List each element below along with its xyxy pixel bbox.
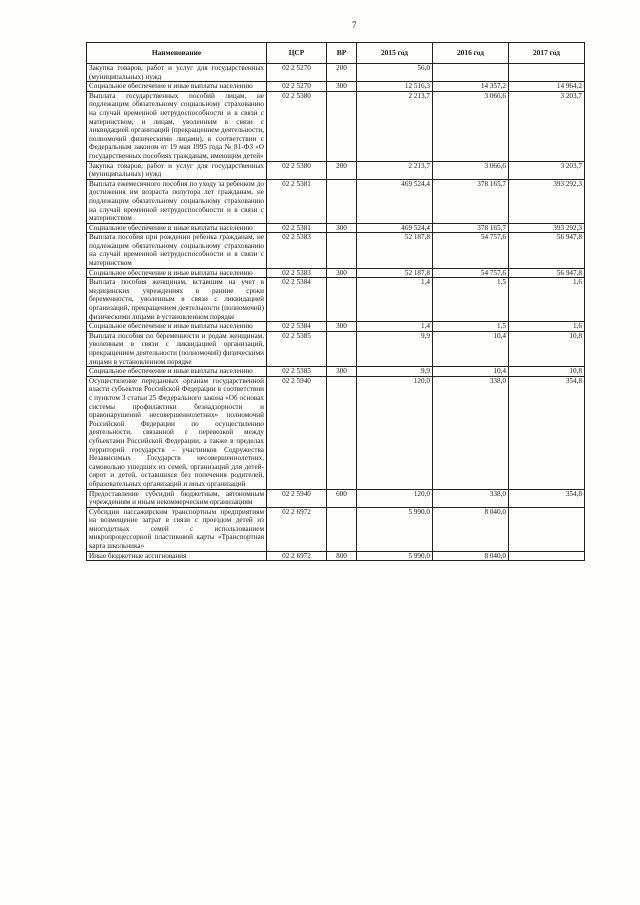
cell-vr <box>327 331 357 366</box>
cell-csr: 02 2 5270 <box>267 64 327 82</box>
cell-2016: 1,5 <box>433 278 509 322</box>
cell-2015: 1,4 <box>357 322 433 332</box>
budget-table <box>86 42 585 561</box>
cell-vr: 800 <box>327 551 357 561</box>
table-row <box>87 367 585 377</box>
cell-2017: 10,8 <box>509 367 585 377</box>
cell-2016: 8 040,0 <box>433 551 509 561</box>
table-row <box>87 91 585 161</box>
cell-2017: 1,6 <box>509 278 585 322</box>
cell-vr: 300 <box>327 223 357 233</box>
cell-2015: 120,0 <box>357 489 433 507</box>
table-row <box>87 489 585 507</box>
cell-vr: 200 <box>327 161 357 179</box>
page-number: 7 <box>352 20 357 30</box>
cell-2016: 1,5 <box>433 322 509 332</box>
cell-name: Закупка товаров, работ и услуг для государственных (муниципальных) нужд <box>87 64 267 82</box>
cell-2015: 469 524,4 <box>357 223 433 233</box>
cell-csr: 02 2 5384 <box>267 278 327 322</box>
cell-2015: 56,0 <box>357 64 433 82</box>
cell-vr: 300 <box>327 367 357 377</box>
cell-2016: 10,4 <box>433 367 509 377</box>
cell-vr: 200 <box>327 64 357 82</box>
cell-2016: 3 066,6 <box>433 91 509 161</box>
cell-2017 <box>509 551 585 561</box>
cell-name: Иные бюджетные ассигнования <box>87 551 267 561</box>
cell-2016: 378 165,7 <box>433 179 509 223</box>
cell-csr: 02 2 5270 <box>267 82 327 92</box>
cell-2017: 56 947,8 <box>509 268 585 278</box>
table-row <box>87 64 585 82</box>
cell-2016: 54 757,6 <box>433 268 509 278</box>
cell-2017: 354,8 <box>509 489 585 507</box>
cell-name: Выплата пособия по беременности и родам женщинам, уволенным в связи с ликвидацией организаций, прекращением деятельности (полномочий) физическими лицами в установленном порядке <box>87 331 267 366</box>
cell-vr <box>327 233 357 268</box>
cell-vr <box>327 376 357 489</box>
cell-2017 <box>509 507 585 551</box>
cell-2016: 10,4 <box>433 331 509 366</box>
cell-name: Социальное обеспечение и иные выплаты населению <box>87 268 267 278</box>
cell-2015: 2 213,7 <box>357 91 433 161</box>
cell-name: Выплата пособия при рождении ребенка гражданам, не подлежащим обязательному социальному страхованию на случай временной нетрудоспособности и в связи с материнством <box>87 233 267 268</box>
cell-2017: 354,8 <box>509 376 585 489</box>
cell-csr: 02 2 5385 <box>267 367 327 377</box>
table-row <box>87 331 585 366</box>
cell-2015: 9,9 <box>357 331 433 366</box>
cell-csr: 02 2 5385 <box>267 331 327 366</box>
header-2015: 2015 год <box>357 43 433 64</box>
cell-2015: 52 187,8 <box>357 233 433 268</box>
cell-vr <box>327 278 357 322</box>
cell-csr: 02 2 5380 <box>267 91 327 161</box>
table-row <box>87 551 585 561</box>
cell-2016: 378 165,7 <box>433 223 509 233</box>
cell-name: Выплата ежемесячного пособия по уходу за ребенком до достижения им возраста полутора лет гражданам, не подлежащим обязательному социальному страхованию на случай временной нетрудоспособности и в связи с материнством <box>87 179 267 223</box>
cell-2016: 3 066,6 <box>433 161 509 179</box>
cell-2017: 10,8 <box>509 331 585 366</box>
cell-2017: 3 203,7 <box>509 91 585 161</box>
cell-2015: 2 213,7 <box>357 161 433 179</box>
cell-2015: 5 990,0 <box>357 507 433 551</box>
cell-2015: 120,0 <box>357 376 433 489</box>
table-row <box>87 278 585 322</box>
table-row <box>87 161 585 179</box>
cell-name: Выплата пособия женщинам, вставшим на учет в медицинских учреждениях в ранние сроки беременности, уволенным в связи с ликвидацией организаций, прекращением деятельности (полномочий) физическими лицами в установленном порядке <box>87 278 267 322</box>
cell-name: Социальное обеспечение и иные выплаты населению <box>87 322 267 332</box>
cell-csr: 02 2 5380 <box>267 161 327 179</box>
cell-name: Осуществление переданных органам государственной власти субъектов Российской Федерации в соответствии с пунктом 3 статьи 25 Федерального закона «Об основах системы профилактики безнадзорности и правонарушений несовершеннолетних» полномочий Российской Федерации по осуществлению деятельности, связанной с перевозкой между субъектами Российской Федерации, а также в пределах территорий государств - участников Содружества Независимых Государств несовершеннолетних, самовольно ушедших из семей, организаций для детей-сирот и детей, оставшихся без попечения родителей, образовательных организаций и иных организаций <box>87 376 267 489</box>
table-header-row <box>87 43 585 64</box>
cell-name: Закупка товаров, работ и услуг для государственных (муниципальных) нужд <box>87 161 267 179</box>
cell-2016: 338,0 <box>433 489 509 507</box>
cell-csr: 02 2 5940 <box>267 489 327 507</box>
cell-2015: 52 187,8 <box>357 268 433 278</box>
cell-vr <box>327 91 357 161</box>
table-row <box>87 82 585 92</box>
cell-2017: 1,6 <box>509 322 585 332</box>
cell-name: Предоставление субсидий бюджетным, автономным учреждениям и иным некоммерческим организациям <box>87 489 267 507</box>
cell-vr: 300 <box>327 82 357 92</box>
header-name: Наименование <box>87 43 267 64</box>
cell-csr: 02 2 6972 <box>267 507 327 551</box>
cell-2016: 54 757,6 <box>433 233 509 268</box>
cell-2015: 1,4 <box>357 278 433 322</box>
table-row <box>87 268 585 278</box>
table-row <box>87 233 585 268</box>
cell-2015: 9,9 <box>357 367 433 377</box>
cell-2016 <box>433 64 509 82</box>
cell-2015: 5 990,0 <box>357 551 433 561</box>
table-row <box>87 322 585 332</box>
cell-2016: 8 040,0 <box>433 507 509 551</box>
cell-vr <box>327 179 357 223</box>
cell-name: Социальное обеспечение и иные выплаты населению <box>87 82 267 92</box>
cell-2017 <box>509 64 585 82</box>
table-row <box>87 223 585 233</box>
header-2016: 2016 год <box>433 43 509 64</box>
cell-2017: 393 292,3 <box>509 223 585 233</box>
cell-name: Социальное обеспечение и иные выплаты населению <box>87 367 267 377</box>
cell-name: Субсидии пассажирским транспортным предприятиям на возмещение затрат в связи с проездом детей из многодетных семей с использованием микропроцессорной пластиковой карты «Транспортная карта школьника» <box>87 507 267 551</box>
cell-2017: 14 964,2 <box>509 82 585 92</box>
table-row <box>87 507 585 551</box>
cell-name: Социальное обеспечение и иные выплаты населению <box>87 223 267 233</box>
header-vr: ВР <box>327 43 357 64</box>
header-2017: 2017 год <box>509 43 585 64</box>
cell-name: Выплата государственных пособий лицам, не подлежащим обязательному социальному страхованию на случай временной нетрудоспособности и в связи с материнством, и лицам, уволенным в связи с ликвидацией организаций (прекращением деятельности, полномочий физическими лицами), в соответствии с Федеральным законом от 19 мая 1995 года № 81-ФЗ «О государственных пособиях гражданам, имеющим детей» <box>87 91 267 161</box>
cell-vr: 300 <box>327 268 357 278</box>
cell-csr: 02 2 6972 <box>267 551 327 561</box>
cell-csr: 02 2 5383 <box>267 233 327 268</box>
table-row <box>87 376 585 489</box>
cell-2017: 56 947,8 <box>509 233 585 268</box>
cell-2016: 338,0 <box>433 376 509 489</box>
cell-csr: 02 2 5384 <box>267 322 327 332</box>
cell-2015: 469 524,4 <box>357 179 433 223</box>
cell-vr: 600 <box>327 489 357 507</box>
header-csr: ЦСР <box>267 43 327 64</box>
cell-csr: 02 2 5940 <box>267 376 327 489</box>
cell-2017: 3 203,7 <box>509 161 585 179</box>
cell-2017: 393 292,3 <box>509 179 585 223</box>
cell-2015: 12 516,3 <box>357 82 433 92</box>
cell-csr: 02 2 5383 <box>267 268 327 278</box>
cell-csr: 02 2 5381 <box>267 223 327 233</box>
cell-csr: 02 2 5381 <box>267 179 327 223</box>
cell-2016: 14 357,2 <box>433 82 509 92</box>
cell-vr: 300 <box>327 322 357 332</box>
table-row <box>87 179 585 223</box>
cell-vr <box>327 507 357 551</box>
